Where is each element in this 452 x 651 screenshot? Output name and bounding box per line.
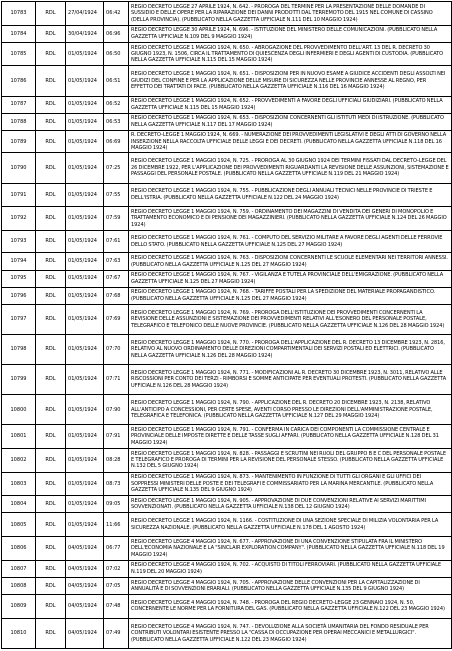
decree-number: 10809	[2, 595, 36, 619]
decree-type: RDL	[36, 207, 66, 231]
decree-number: 10806	[2, 537, 36, 561]
decree-number: 10800	[2, 395, 36, 425]
table-row	[2, 425, 452, 449]
decree-number: 10802	[2, 448, 36, 472]
decree-date: 04/05/1924	[66, 560, 104, 577]
decree-number: 10797	[2, 304, 36, 334]
decree-date: 04/05/1924	[66, 537, 104, 561]
table-row	[2, 270, 452, 287]
decree-description: REGIO DECRETO LEGGE 1 MAGGIO 1924, N. 1166. - COSTITUZIONE DI UNA SEZIONE SPECIALE DI MILIZIA VOLONTARIA PER LA SICUREZZA NAZIONALE. (PUBBLICATO NELLA GAZZETTA UFFICIALE N.178 DEL 1 AGOSTO 1924)	[129, 513, 452, 537]
decree-number: 10810	[2, 618, 36, 648]
decree-date: 01/05/1924	[66, 448, 104, 472]
decree-date: 04/05/1924	[66, 577, 104, 594]
decree-page: 08:73	[104, 472, 129, 496]
decree-date: 01/05/1924	[66, 472, 104, 496]
decree-number: 10789	[2, 130, 36, 153]
decree-type: RDL	[36, 130, 66, 153]
decree-description: REGIO DECRETO LEGGE 4 MAGGIO 1924, N. 705. - APPROVAZIONE DELLE CONVENZIONI PER LA CAPITALIZZAZIONE DI ANNUALITÀ E DI SOVVENZIONI ERARIALI. (PUBBLICATO NELLA GAZZETTA UFFICIALE N.135 DEL 9 GIUGNO 1924)	[129, 577, 452, 594]
decree-page: 07:49	[104, 618, 129, 648]
decree-page: 07:48	[104, 595, 129, 619]
decree-date: 01/05/1924	[66, 395, 104, 425]
decree-type: RDL	[36, 335, 66, 365]
decree-page: 06:53	[104, 113, 129, 130]
decree-date: 01/05/1924	[66, 42, 104, 66]
decree-page: 08:28	[104, 448, 129, 472]
decree-page: 07:05	[104, 577, 129, 594]
decree-number: 10804	[2, 496, 36, 513]
decree-description: REGIO DECRETO LEGGE 1 MAGGIO 1924, N. 771. - MODIFICAZIONI AL R. DECRETO 30 DICEMBRE 1923, N. 3011, RELATIVO ALLE RISCOSSIONI PER CONTO DEI TERZI - RIMBORSI E SOMME ANTICIPATE PER EVENTUALI PROTESTI. (PUBBLICATO NELLA GAZZETTA UFFICIALE N.126 DEL 28 MAGGIO 1924)	[129, 365, 452, 395]
decree-description: REGIO DECRETO LEGGE 1 MAGGIO 1924, N. 759. - ORDINAMENTO DEI MAGAZZINI DI VENDITA DEI GENERI DI MONOPOLIO E TRATTAMENTO ECONOMICO E DI PENSIONE DEI MAGAZZINIERI. (PUBBLICATO NELLA GAZZETTA UFFICIALE N.124 DEL 26 MAGGIO 1924)	[129, 207, 452, 231]
decree-type: RDL	[36, 42, 66, 66]
decree-date: 01/05/1924	[66, 287, 104, 304]
table-row	[2, 395, 452, 425]
decree-page: 07:71	[104, 365, 129, 395]
table-row	[2, 513, 452, 537]
decree-number: 10791	[2, 183, 36, 207]
decree-date: 01/05/1924	[66, 253, 104, 270]
table-row	[2, 472, 452, 496]
decree-number: 10790	[2, 153, 36, 183]
document-page	[1, 1, 451, 649]
decree-description: REGIO DECRETO LEGGE 1 MAGGIO 1924, N. 767. - VIGILANZA E TUTELA PROVINCIALE DELL'EMIGRAZIONE. (PUBBLICATO NELLA GAZZETTA UFFICIALE N.125 DEL 27 MAGGIO 1924)	[129, 270, 452, 287]
decree-page: 07:55	[104, 183, 129, 207]
decree-page: 07:02	[104, 560, 129, 577]
decree-number: 10798	[2, 335, 36, 365]
table-row	[2, 153, 452, 183]
decree-date: 27/04/1924	[66, 2, 104, 26]
decree-type: RDL	[36, 25, 66, 42]
table-row	[2, 577, 452, 594]
decree-date: 01/05/1924	[66, 365, 104, 395]
decree-description: REGIO DECRETO LEGGE 1 MAGGIO 1924, N. 873. - MANTENIMENTO IN FUNZIONE DI TUTTI GLI ORGANI E GLI UFFICI DEI SOPPRESSI MINISTERI DELLE POSTE E DEI TELEGRAFI E COMMISSARIATO PER LA MARINA MERCANTILE. (PUBBLICATO NELLA GAZZETTA UFFICIALE N.135 DEL 9 GIUGNO 1924)	[129, 472, 452, 496]
decree-number: 10793	[2, 230, 36, 253]
table-row	[2, 335, 452, 365]
decree-description: R. DECRETO-LEGGE 1 MAGGIO 1924, N. 669. - NUMERAZIONE DEI PROVVEDIMENTI LEGISLATIVI E DEGLI ATTI DI GOVERNO NELLA INSERZIONE NELLA RACCOLTA UFFICIALE DELLE LEGGI E DEI DECRETI. (PUBBLICATO NELLA GAZZETTA UFFICIALE N.118 DEL 16 MAGGIO 1924)	[129, 130, 452, 153]
decree-description: REGIO DECRETO LEGGE 4 MAGGIO 1924, N. 702. - ACQUISTO DI TITOLI FERROVIARI. (PUBBLICATO NELLA GAZZETTA UFFICIALE N.119 DEL 20 MAGGIO 1924)	[129, 560, 452, 577]
decree-number: 10786	[2, 66, 36, 96]
decree-page: 07:67	[104, 270, 129, 287]
table-row	[2, 448, 452, 472]
decree-date: 01/05/1924	[66, 513, 104, 537]
decree-page: 07:90	[104, 395, 129, 425]
decree-type: RDL	[36, 448, 66, 472]
decree-date: 01/05/1924	[66, 304, 104, 334]
decree-page: 11:66	[104, 513, 129, 537]
decree-type: RDL	[36, 577, 66, 594]
decree-page: 06:96	[104, 25, 129, 42]
table-row	[2, 113, 452, 130]
decree-description: REGIO DECRETO LEGGE 1 MAGGIO 1924, N. 768. - TARIFFE POSTALI PER LA SPEDIZIONE DEL MATERIALE PROPAGANDISTICO. (PUBBLICATO NELLA GAZZETTA UFFICIALE N.125 DEL 27 MAGGIO 1924)	[129, 287, 452, 304]
table-row	[2, 25, 452, 42]
decree-date: 01/05/1924	[66, 96, 104, 113]
table-row	[2, 253, 452, 270]
decree-date: 01/05/1924	[66, 335, 104, 365]
decree-number: 10794	[2, 253, 36, 270]
table-row	[2, 130, 452, 153]
decree-number: 10783	[2, 2, 36, 26]
decree-register-table	[1, 1, 452, 649]
decree-page: 06:42	[104, 2, 129, 26]
table-row	[2, 537, 452, 561]
decree-type: RDL	[36, 425, 66, 449]
decree-type: RDL	[36, 2, 66, 26]
decree-number: 10808	[2, 577, 36, 594]
table-row	[2, 287, 452, 304]
decree-date: 01/05/1924	[66, 207, 104, 231]
decree-description: REGIO DECRETO LEGGE 4 MAGGIO 1924, N. 747. - DEVOLUZIONE ALLA SOCIETÀ UMANITARIA DEL FONDO RESIDUALE PER CONTRIBUTI VOLONTARI ESISTENTE PRESSO LA "CASSA DI OCCUPAZIONE PER OPERAI MECCANICI E METALLURGICI". (PUBBLICATO NELLA GAZZETTA UFFICIALE N.122 DEL 23 MAGGIO 1924)	[129, 618, 452, 648]
decree-number: 10788	[2, 113, 36, 130]
table-row	[2, 2, 452, 26]
decree-date: 01/05/1924	[66, 230, 104, 253]
decree-type: RDL	[36, 365, 66, 395]
decree-type: RDL	[36, 270, 66, 287]
decree-type: RDL	[36, 618, 66, 648]
decree-date: 01/05/1924	[66, 270, 104, 287]
decree-description: REGIO DECRETO LEGGE 1 MAGGIO 1924, N. 905. - APPROVAZIONE DI DUE CONVENZIONI RELATIVE AI SERVIZI MARITTIMI SOVVENZIONATI. (PUBBLICATO NELLA GAZZETTA UFFICIALE N.138 DEL 12 GIUGNO 1924)	[129, 496, 452, 513]
decree-description: REGIO DECRETO LEGGE 1 MAGGIO 1924, N. 791. - CONFERMA IN CARICA DEI COMPONENTI LA COMMISSIONE CENTRALE E PROVINCIALE DELLE IMPOSTE DIRETTE E DELLE TASSE SUGLI AFFARI. (PUBBLICATO NELLA GAZZETTA UFFICIALE N.128 DEL 31 MAGGIO 1924)	[129, 425, 452, 449]
decree-page: 06:50	[104, 42, 129, 66]
decree-description: REGIO DECRETO LEGGE 1 MAGGIO 1924, N. 761. - COMPUTO DEL SERVIZIO MILITARE A FAVORE DEGLI AGENTI DELLE FERROVIE DELLO STATO. (PUBBLICATO NELLA GAZZETTA UFFICIALE N.125 DEL 27 MAGGIO 1924)	[129, 230, 452, 253]
decree-description: REGIO DECRETO LEGGE 1 MAGGIO 1924, N. 770. - PROROGA DELL'APPLICAZIONE DEL R. DECRETO 13 DICEMBRE 1923, N. 2816, RELATIVO AL NUOVO ORDINAMENTO DELLE DIREZIONI COMPARTIMENTALI DEI SERVIZI POSTALI ED ELETTRICI. (PUBBLICATO NELLA GAZZETTA UFFICIALE N.126 DEL 28 MAGGIO 1924)	[129, 335, 452, 365]
decree-date: 01/05/1924	[66, 496, 104, 513]
decree-number: 10803	[2, 472, 36, 496]
decree-number: 10796	[2, 287, 36, 304]
decree-page: 06:51	[104, 66, 129, 96]
decree-description: REGIO DECRETO LEGGE 1 MAGGIO 1924, N. 755. - PUBBLICAZIONE DEGLI ANNUALI TECNICI NELLE PROVINCIE DI TRIESTE E DELL'ISTRIA. (PUBBLICATO NELLA GAZZETTA UFFICIALE N.122 DEL 24 MAGGIO 1924)	[129, 183, 452, 207]
decree-page: 06:77	[104, 537, 129, 561]
decree-type: RDL	[36, 537, 66, 561]
decree-type: RDL	[36, 560, 66, 577]
decree-type: RDL	[36, 472, 66, 496]
decree-date: 01/05/1924	[66, 425, 104, 449]
table-row	[2, 230, 452, 253]
decree-number: 10787	[2, 96, 36, 113]
decree-description: REGIO DECRETO LEGGE 27 APRILE 1924, N. 642. - PROROGA DEL TERMINE PER LA PRESENTAZIONE DELLE DOMANDE DI SUSSIDIO E DELLE OPERE PER LA RIPARAZIONE DEI DANNI PRODOTTI DAL TERREMOTO DEL 1915 NEL COMUNE DI CASSINO (DELLA PROVINCIA). (PUBBLICATO NELLA GAZZETTA UFFICIALE N.111 DEL 10 MAGGIO 1924)	[129, 2, 452, 26]
decree-date: 01/05/1924	[66, 113, 104, 130]
decree-description: REGIO DECRETO LEGGE 1 MAGGIO 1924, N. 763. - DISPOSIZIONI CONCERNENTI LE SCUOLE ELEMENTARI NEI TERRITORI ANNESSI. (PUBBLICATO NELLA GAZZETTA UFFICIALE N.125 DEL 27 MAGGIO 1924)	[129, 253, 452, 270]
decree-number: 10801	[2, 425, 36, 449]
decree-description: REGIO DECRETO LEGGE 1 MAGGIO 1924, N. 651. - DISPOSIZIONI PER IN NUOVO ESAME A GIUDICE ACCIDENTI DEGLI ASSOLTI NEI GIUDIZI DEL CONFINE E PER LA APPLICAZIONE DELLE MISURE DI SICUREZZA NELLE PROVINCIE ANNESSE AL REGNO, PER EFFETTO DEI TRATTATI DI PACE. (PUBBLICATO NELLA GAZZETTA UFFICIALE N.116 DEL 16 MAGGIO 1924)	[129, 66, 452, 96]
decree-type: RDL	[36, 513, 66, 537]
decree-description: REGIO DECRETO LEGGE 1 MAGGIO 1924, N. 653. - DISPOSIZIONI CONCERNENTI GLI ISTITUTI MEDI DI ISTRUZIONE. (PUBBLICATO NELLA GAZZETTA UFFICIALE N.117 DEL 17 MAGGIO 1924)	[129, 113, 452, 130]
decree-page: 07:70	[104, 335, 129, 365]
decree-description: REGIO DECRETO LEGGE 1 MAGGIO 1924, N. 725. - PROROGA AL 30 GIUGNO 1924 DEI TERMINI FISSATI DAL DECRETO-LEGGE DEL 26 DICEMBRE 1922, PER L'APPLICAZIONE DEI PROVVEDIMENTI RIGUARDANTI LA REVISIONE DELLE ASSUNZIONI, SISTEMAZIONE E PASSAGGI DEL PERSONALE POSTALE. (PUBBLICATO NELLA GAZZETTA UFFICIALE N.119 DEL 21 MAGGIO 1924)	[129, 153, 452, 183]
decree-date: 01/05/1924	[66, 130, 104, 153]
table-row	[2, 560, 452, 577]
decree-page: 07:68	[104, 287, 129, 304]
decree-date: 01/05/1924	[66, 66, 104, 96]
table-row	[2, 365, 452, 395]
decree-page: 07:25	[104, 153, 129, 183]
decree-number: 10785	[2, 42, 36, 66]
decree-type: RDL	[36, 595, 66, 619]
decree-type: RDL	[36, 230, 66, 253]
decree-register-body	[2, 2, 452, 649]
decree-description: REGIO DECRETO LEGGE 1 MAGGIO 1924, N. 650. - ABROGAZIONE DEL PROVVEDIMENTO DELL'ART. 13 DEL R. DECRETO 30 GIUGNO 1923, N. 1506, CIRCA IL TRATTAMENTO DI QUIESCENZA DEGLI INFERMIERI E DEGLI AGENTI DI CUSTODIA. (PUBBLICATO NELLA GAZZETTA UFFICIALE N.115 DEL 15 MAGGIO 1924)	[129, 42, 452, 66]
decree-page: 06:69	[104, 130, 129, 153]
decree-number: 10784	[2, 25, 36, 42]
decree-type: RDL	[36, 153, 66, 183]
table-row	[2, 496, 452, 513]
table-row	[2, 183, 452, 207]
decree-number: 10799	[2, 365, 36, 395]
decree-description: REGIO DECRETO LEGGE 1 MAGGIO 1924, N. 769. - PROROGA DELL'ISTITUZIONE DEI PROVVEDIMENTI CONCERNENTI LA REVISIONE DELLE ASSUNZIONI E SISTEMAZIONE DEI PROVVEDIMENTI RELATIVI ALL'ESONERO DEL PERSONALE POSTALE, TELEGRAFICO E TELEFONICO DELLE NUOVE PROVINCIE. (PUBBLICATO NELLA GAZZETTA UFFICIALE N.126 DEL 28 MAGGIO 1924)	[129, 304, 452, 334]
decree-type: RDL	[36, 287, 66, 304]
table-row	[2, 304, 452, 334]
decree-date: 04/05/1924	[66, 618, 104, 648]
decree-description: REGIO DECRETO LEGGE 1 MAGGIO 1924, N. 652. - PROVVEDIMENTI A FAVORE DEGLI UFFICIALI GIUDIZIARI. (PUBBLICATO NELLA GAZZETTA UFFICIALE N.115 DEL 15 MAGGIO 1924)	[129, 96, 452, 113]
decree-page: 07:69	[104, 304, 129, 334]
decree-date: 30/04/1924	[66, 25, 104, 42]
decree-type: RDL	[36, 183, 66, 207]
decree-date: 01/05/1924	[66, 153, 104, 183]
decree-type: RDL	[36, 66, 66, 96]
decree-description: REGIO DECRETO LEGGE 1 MAGGIO 1924, N. 790. - APPLICAZIONE DEL R. DECRETO 20 DICEMBRE 1923, N. 2138, RELATIVO ALL'ANTICIPO A CONCESSIONI, PER CERTE SPESE, AVENTI CORSO PRESSO LE DIREZIONI DELL'AMMINISTRAZIONE POSTALE, TELEGRAFICA E TELEFONICA. (PUBBLICATO NELLA GAZZETTA UFFICIALE N.127 DEL 29 MAGGIO 1924)	[129, 395, 452, 425]
decree-description: REGIO DECRETO LEGGE 4 MAGGIO 1924, N. 677. - APPROVAZIONE DI UNA CONVENZIONE STIPULATA FRA IL MINISTERO DELL'ECONOMIA NAZIONALE E LA "SINCLAIR EXPLORATION COMPANY". (PUBBLICATO NELLA GAZZETTA UFFICIALE N.118 DEL 19 MAGGIO 1924)	[129, 537, 452, 561]
decree-type: RDL	[36, 96, 66, 113]
decree-page: 07:91	[104, 425, 129, 449]
decree-number: 10805	[2, 513, 36, 537]
decree-date: 04/05/1924	[66, 595, 104, 619]
decree-date: 01/05/1924	[66, 183, 104, 207]
decree-number: 10792	[2, 207, 36, 231]
decree-type: RDL	[36, 496, 66, 513]
table-row	[2, 66, 452, 96]
decree-type: RDL	[36, 304, 66, 334]
decree-type: RDL	[36, 113, 66, 130]
table-row	[2, 595, 452, 619]
decree-number: 10795	[2, 270, 36, 287]
table-row	[2, 96, 452, 113]
decree-number: 10807	[2, 560, 36, 577]
decree-page: 09:05	[104, 496, 129, 513]
decree-page: 07:61	[104, 230, 129, 253]
decree-page: 07:63	[104, 253, 129, 270]
table-row	[2, 42, 452, 66]
decree-page: 06:52	[104, 96, 129, 113]
decree-description: REGIO DECRETO LEGGE 4 MAGGIO 1924, N. 748. - PROROGA DEL REGIO DECRETO-LEGGE 23 GENNAIO 1924, N. 50, CONCERNENTE LE NORME PER LA FORNITURA DEL GAS. (PUBBLICATO NELLA GAZZETTA UFFICIALE N.122 DEL 23 MAGGIO 1924)	[129, 595, 452, 619]
decree-type: RDL	[36, 253, 66, 270]
table-row	[2, 618, 452, 648]
decree-description: REGIO DECRETO LEGGE 1 MAGGIO 1924, N. 828. - PASSAGGI E SCRUTINI NEI RUOLI DEL GRUPPO B E C DEL PERSONALE POSTALE E TELEGRAFICO E PROROGA DI TERMINI PER LA REVISIONE DEL PERSONALE STESSO. (PUBBLICATO NELLA GAZZETTA UFFICIALE N.132 DEL 5 GIUGNO 1924)	[129, 448, 452, 472]
decree-description: REGIO DECRETO LEGGE 30 APRILE 1924, N. 696. - ISTITUZIONE DEL MINISTERO DELLE COMUNICAZIONI. (PUBBLICATO NELLA GAZZETTA UFFICIALE N.109 DEL 9 MAGGIO 1924)	[129, 25, 452, 42]
table-row	[2, 207, 452, 231]
decree-type: RDL	[36, 395, 66, 425]
decree-page: 07:59	[104, 207, 129, 231]
